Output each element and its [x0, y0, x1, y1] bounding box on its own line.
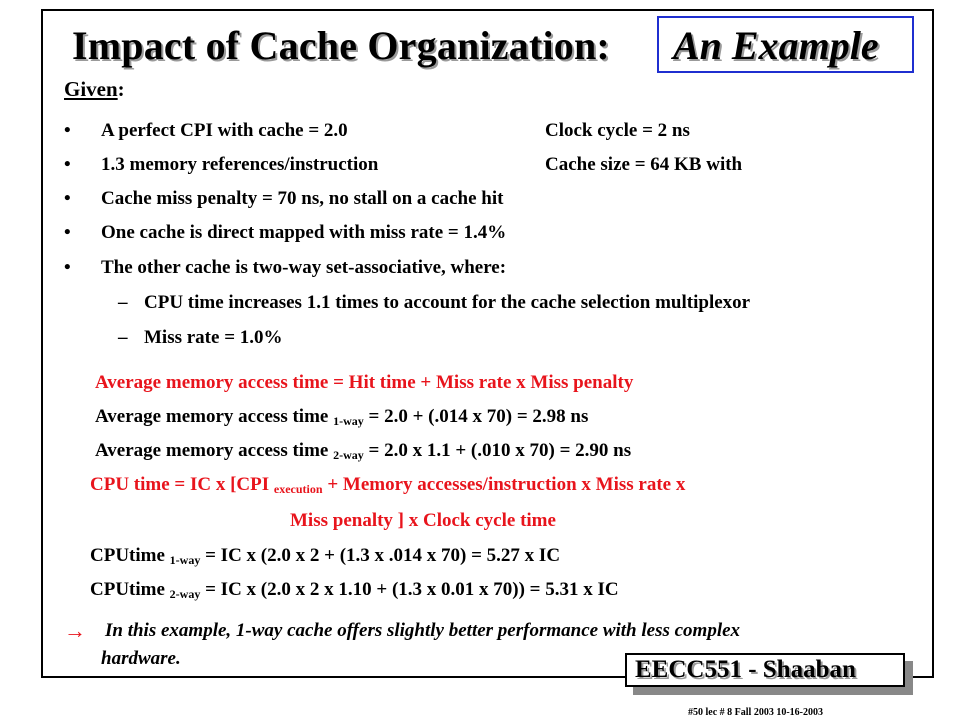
- slide-footer: #50 lec # 8 Fall 2003 10-16-2003: [688, 707, 823, 718]
- slide-title: Impact of Cache Organization:: [72, 23, 610, 68]
- subbullet-cpu-time-increase: CPU time increases 1.1 times to account for the cache selection multiplexor: [144, 292, 751, 313]
- bullet-direct-mapped: One cache is direct mapped with miss rate = 1.4%: [101, 222, 507, 243]
- formula-amat-2way: Average memory access time $_{2-way}$ = 2.0 x 1.1 + (.010 x 70) = 2.90 ns: [95, 440, 632, 462]
- bullet-two-way: The other cache is two-way set-associative, where:: [101, 257, 507, 278]
- formula-amat: Average memory access time = Hit time + Miss rate x Miss penalty: [95, 372, 634, 393]
- bullet-miss-penalty: Cache miss penalty = 70 ns, no stall on a cache hit: [101, 188, 504, 209]
- bullet-clock-cycle: Clock cycle = 2 ns: [545, 120, 690, 141]
- formula-cputime-1way: CPUtime $_{1-way}$ = IC x (2.0 x 2 + (1.3 x .014 x 70) = 5.27 x IC: [90, 545, 561, 567]
- bullet-symbol: •: [64, 222, 71, 243]
- subbullet-miss-rate: Miss rate = 1.0%: [144, 327, 283, 348]
- bullet-perfect-cpi: A perfect CPI with cache = 2.0: [101, 120, 348, 141]
- subbullet-dash: –: [118, 292, 128, 313]
- badge-box: [625, 653, 905, 687]
- conclusion-text: In this example, 1-way cache offers slightly better performance with less complex: [105, 620, 741, 641]
- conclusion-text-cont: hardware.: [101, 648, 181, 669]
- bullet-cache-size: Cache size = 64 KB with: [545, 154, 743, 175]
- formula-cpu-time-cont: Miss penalty ] x Clock cycle time: [290, 510, 556, 531]
- formula-amat-1way: Average memory access time $_{1-way}$ = 2.0 + (.014 x 70) = 2.98 ns: [95, 406, 589, 428]
- bullet-memory-refs: 1.3 memory references/instruction: [101, 154, 379, 175]
- badge-label: EECC551 - Shaaban: [635, 656, 856, 683]
- bullet-symbol: •: [64, 257, 71, 278]
- bullet-symbol: •: [64, 188, 71, 209]
- bullet-symbol: •: [64, 154, 71, 175]
- given-heading: Given:: [64, 77, 125, 101]
- right-arrow-icon: →: [64, 618, 86, 643]
- formula-cputime-2way: CPUtime $_{2-way}$ = IC x (2.0 x 2 x 1.10 + (1.3 x 0.01 x 70)) = 5.31 x IC: [90, 579, 619, 601]
- formula-cpu-time: CPU time = IC x [CPI $_{execution}$ + Memory accesses/instruction x Miss rate x: [90, 474, 686, 496]
- course-badge: [625, 653, 915, 693]
- title-example-label: An Example: [673, 23, 879, 68]
- subbullet-dash: –: [118, 327, 128, 348]
- title-example-box: [657, 16, 914, 73]
- bullet-symbol: •: [64, 120, 71, 141]
